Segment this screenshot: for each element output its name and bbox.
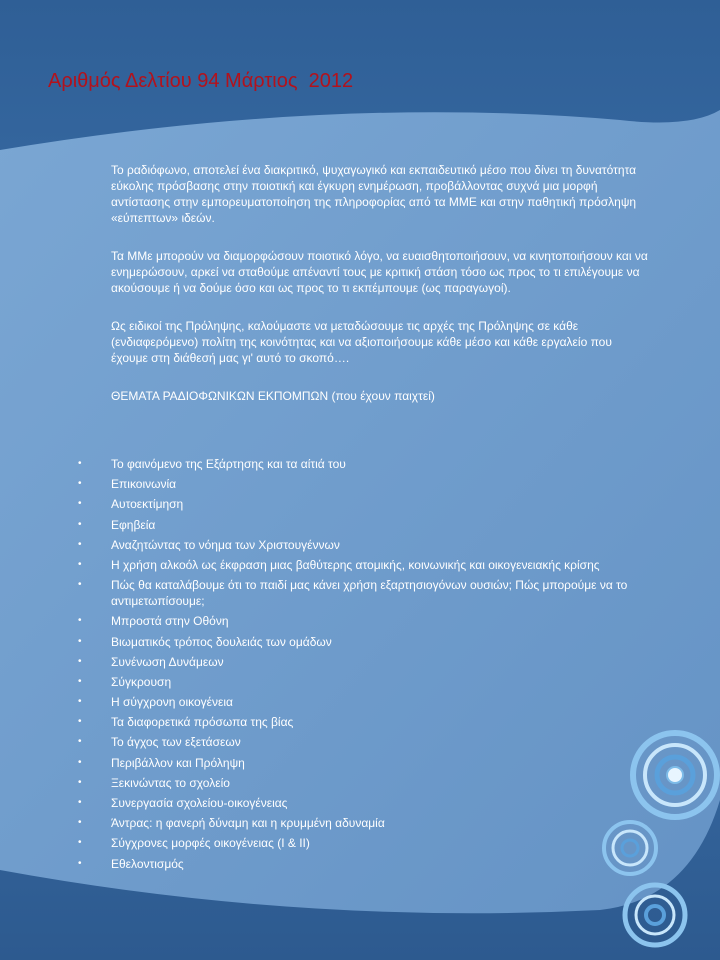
topic-item — [0, 674, 636, 690]
topics-list — [0, 456, 720, 876]
topic-label: Περιβάλλον και Πρόληψη — [111, 755, 245, 770]
topic-item — [0, 755, 636, 771]
bullet-icon: • — [78, 579, 82, 591]
bullet-icon: • — [78, 696, 82, 708]
topic-item — [0, 634, 636, 650]
topic-label: Ξεκινώντας το σχολείο — [111, 775, 230, 790]
topic-item — [0, 557, 636, 573]
topic-item — [0, 775, 636, 791]
topic-label: Η σύγχρονη οικογένεια — [111, 695, 233, 710]
topic-label: Συνεργασία σχολείου-οικογένειας — [111, 796, 288, 810]
topic-label: Αυτοεκτίμηση — [111, 497, 184, 512]
topic-item — [0, 714, 636, 730]
topic-label: Εφηβεία — [111, 517, 156, 532]
bullet-icon: • — [78, 837, 82, 849]
topic-label: Πώς θα καταλάβουμε ότι το παιδί μας κάνει χρήση εξαρτησιογόνων ουσιών; Πώς μπορούμε να το αντιμετωπίσουμε; — [111, 578, 628, 609]
topic-item — [0, 654, 636, 670]
bullet-icon: • — [78, 797, 82, 808]
intro-paragraph: Τα ΜΜε μπορούν να διαμορφώσουν ποιοτικό λόγο, να ευαισθητοποιήσουν, να κινητοποιήσουν και να ενημερώσουν, αρκεί να σταθούμε απέναντί τους με κριτική στάση τόσο ως προς το τι επιλέγουμε να ακούσουμε ή να δούμε όσο και ως προς το τι εκπέμπουμε (ως παραγωγοί). — [111, 249, 648, 295]
bullet-icon: • — [78, 776, 82, 788]
bullet-icon: • — [78, 518, 82, 530]
topic-label: Σύγχρονες μορφές οικογένειας (Ι & ΙΙ) — [111, 836, 310, 851]
topic-label: Αναζητώντας το νόημα των Χριστουγέννων — [111, 537, 340, 552]
bullet-icon: • — [78, 675, 82, 687]
topic-item — [0, 496, 636, 512]
topic-item — [0, 856, 636, 872]
bullet-icon: • — [78, 857, 82, 869]
topic-label: Επικοινωνία — [111, 477, 177, 492]
bullet-icon: • — [78, 478, 82, 490]
bullet-icon: • — [78, 538, 82, 550]
topic-label: Βιωματικός τρόπος δουλειάς των ομάδων — [111, 634, 332, 649]
topic-label: Το άγχος των εξετάσεων — [111, 735, 241, 750]
topic-item — [0, 456, 636, 472]
topic-item — [0, 517, 636, 533]
topic-label: Συνένωση Δυνάμεων — [111, 654, 224, 669]
topic-item — [0, 694, 636, 710]
bullet-icon: • — [78, 498, 82, 510]
bullet-icon: • — [78, 736, 82, 748]
topic-label: Τα διαφορετικά πρόσωπα της βίας — [111, 715, 294, 730]
bullet-icon: • — [78, 716, 82, 728]
intro-text — [111, 162, 651, 426]
topic-item — [0, 815, 636, 831]
topic-label: Σύγκρουση — [111, 674, 172, 689]
topic-label: Εθελοντισμός — [111, 856, 184, 871]
bullet-icon: • — [78, 655, 82, 667]
bullet-icon: • — [78, 635, 82, 647]
bullet-icon: • — [78, 558, 82, 570]
topic-label: Η χρήση αλκοόλ ως έκφραση μιας βαθύτερης ατομικής, κοινωνικής και οικογενειακής κρίσης — [111, 557, 600, 572]
intro-paragraph: Το ραδιόφωνο, αποτελεί ένα διακριτικό, ψυχαγωγικό και εκπαιδευτικό μέσο που δίνει τη δυνατότητα εύκολης πρόσβασης στην ποιοτική και έγκυρη ενημέρωση, προβάλλοντας συχνά μια μορφή αντίστασης στην εμπορευματοποίηση της πληροφορίας από τα ΜΜΕ και στην παθητική πρόσληψη «εύπεπτων» ιδεών. — [111, 163, 637, 225]
topic-item — [0, 577, 636, 609]
topic-item — [0, 795, 636, 811]
topics-heading: ΘΕΜΑΤΑ ΡΑΔΙΟΦΩΝΙΚΩΝ ΕΚΠΟΜΠΩΝ (που έχουν παιχτεί) — [111, 389, 435, 403]
bullet-icon: • — [78, 756, 82, 768]
topic-label: Μπροστά στην Οθόνη — [111, 614, 229, 629]
topic-item — [0, 476, 636, 492]
topic-item — [0, 835, 636, 851]
intro-paragraph: Ως ειδικοί της Πρόληψης, καλούμαστε να μεταδώσουμε τις αρχές της Πρόληψης σε κάθε (ενδιαφερόμενο) πολίτη της κοινότητας και να αξιοποιήσουμε κάθε μέσο και κάθε εργαλείο που έχουμε στη διάθεσή μας γι' αυτό το σκοπό…. — [111, 319, 612, 365]
topic-label: Άντρας: η φανερή δύναμη και η κρυμμένη αδυναμία — [111, 816, 385, 831]
bullet-icon: • — [78, 458, 82, 469]
bullet-icon: • — [78, 817, 82, 829]
page-title: Αριθμός Δελτίου 94 Μάρτιος 2012 — [48, 70, 354, 92]
topic-label: Το φαινόμενο της Εξάρτησης και τα αίτιά του — [111, 457, 346, 471]
topic-item — [0, 537, 636, 553]
topic-item — [0, 613, 636, 629]
bullet-icon: • — [78, 615, 82, 627]
topic-item — [0, 734, 636, 750]
